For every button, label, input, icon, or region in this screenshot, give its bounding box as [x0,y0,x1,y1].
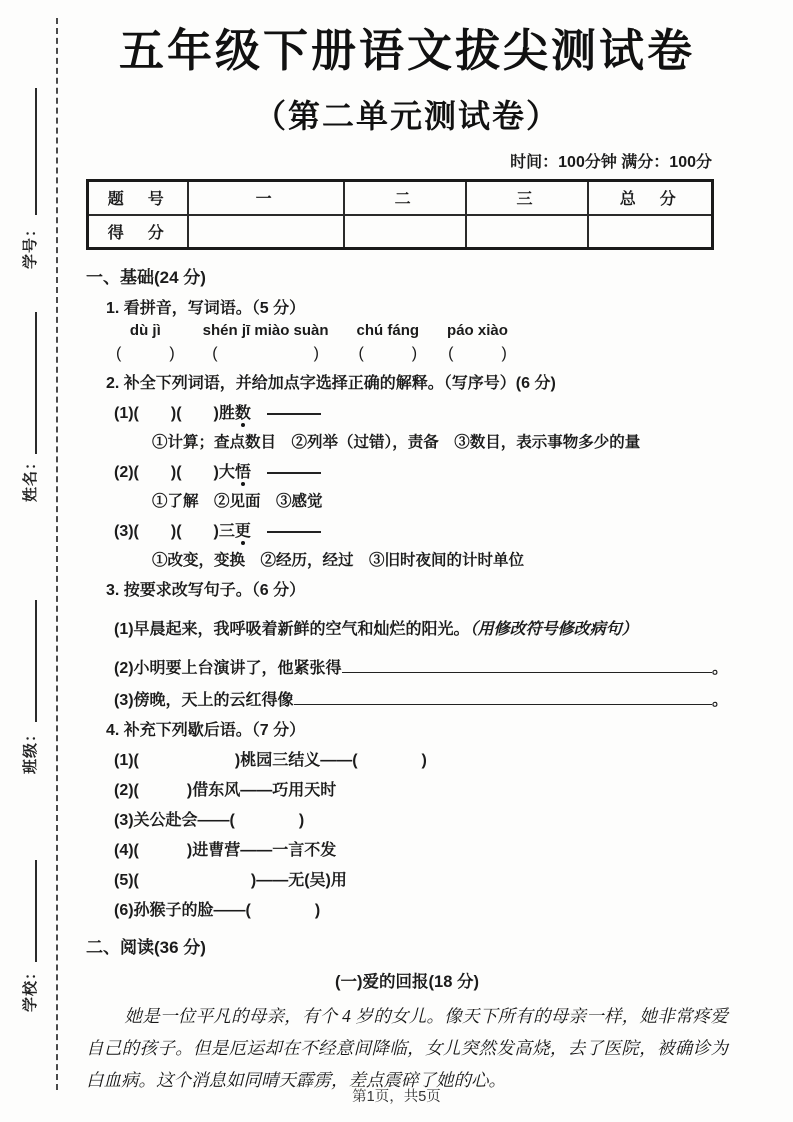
q3-item-2-tail: 。 [711,660,728,677]
question-2-heading: 2. 补全下列词语，并给加点字选择正确的解释。（写序号）(6 分) [106,375,556,392]
seal-dashed-line [56,18,58,1090]
q4-item-4: (4)( )进曹营——一言不发 [114,842,337,859]
page-subtitle: （第二单元测试卷） [253,98,560,134]
score-cell [188,215,344,249]
name-write-line [35,312,37,454]
answer-blank-line [342,655,712,673]
student-info-margin [0,0,46,1122]
score-table [86,179,714,250]
pinyin-text: chú fáng [356,322,420,339]
pinyin-word [447,322,508,363]
reading-passage-title: (一)爱的回报(18 分) [335,973,479,991]
answer-paren: ( ) [448,345,507,362]
q2-item-3-text: (3)( )( )三 [114,523,235,540]
section-1-heading: 一、基础(24 分) [86,268,206,287]
q3-item-3-text: (3)傍晚，天上的云红得像 [114,692,294,709]
pinyin-text: páo xiào [447,322,508,339]
section-2-heading: 二、阅读(36 分) [86,938,206,957]
score-row-label: 得 分 [88,215,188,249]
dotted-character: 悟 [235,459,251,482]
page-number-footer: 第1页，共5页 [352,1089,441,1105]
question-4-heading: 4. 补充下列歇后语。（7 分） [106,722,306,739]
q3-item-3 [114,687,728,710]
q3-item-1-note: （用修改符号修改病句） [469,621,638,638]
pinyin-word [357,322,420,363]
score-table-col-3: 三 [466,181,588,215]
answer-paren: ( ) [358,345,418,362]
reading-passage-paragraph: 她是一位平凡的母亲，有个 4 岁的女儿。像天下所有的母亲一样，她非常疼爱自己的孩子。但是厄运却在不经意间降临，女儿突然发高烧，去了医院，被确诊为白血病。这个消息如同晴天霹雳，差点震碎了她的心。 [86,1006,728,1090]
class-write-line [35,600,37,722]
name-label: 姓名： [22,453,39,502]
answer-blank-line [294,687,712,705]
answer-paren: ( ) [212,345,319,362]
score-table-corner: 题 号 [88,181,188,215]
school-write-line [35,860,37,962]
q3-item-2 [114,655,728,678]
q4-item-3: (3)关公赴会——( ) [114,812,305,829]
pinyin-row [116,322,728,363]
score-cell [344,215,466,249]
school-label: 学校： [22,963,39,1012]
q3-item-1 [114,616,728,639]
q2-item-3 [114,518,728,541]
question-1-heading: 1. 看拼音，写词语。（5 分） [106,300,306,317]
q4-item-2: (2)( )借东风——巧用天时 [114,782,337,799]
q2-item-2-text: (2)( )( )大 [114,464,235,481]
pinyin-text: shén jī miào suàn [202,322,329,339]
q4-item-5: (5)( )——无(吴)用 [114,872,347,889]
score-table-header-row [88,181,713,215]
dotted-character: 更 [235,518,251,541]
q4-item-1: (1)( )桃园三结义——( ) [114,752,427,769]
answer-blank [267,413,321,415]
q2-item-3-options: ①改变，变换 ②经历，经过 ③旧时夜间的计时单位 [152,552,525,569]
answer-blank [267,531,321,533]
pinyin-text: dù jì [129,322,161,339]
exam-content [86,14,728,1096]
score-cell [466,215,588,249]
score-cell [588,215,713,249]
q3-item-3-tail: 。 [711,692,728,709]
student-id-write-line [35,88,37,215]
question-3-heading: 3. 按要求改写句子。（6 分） [106,582,306,599]
time-score-meta: 时间：100分钟 满分：100分 [510,154,712,171]
score-table-score-row [88,215,713,249]
score-table-col-1: 一 [188,181,344,215]
dotted-character: 数 [235,400,251,423]
q2-item-1-options: ①计算；查点数目 ②列举（过错），责备 ③数目，表示事物多少的量 [152,434,641,451]
pinyin-word [203,322,329,363]
q2-item-1 [114,400,728,423]
class-label: 班级： [22,725,39,774]
student-id-label: 学号： [22,220,39,269]
score-table-col-total: 总 分 [588,181,713,215]
score-table-col-2: 二 [344,181,466,215]
q4-item-6: (6)孙猴子的脸——( ) [114,902,321,919]
page-title: 五年级下册语文拔尖测试卷 [118,26,695,76]
answer-blank [267,472,321,474]
q2-item-2 [114,459,728,482]
q3-item-2-text: (2)小明要上台演讲了，他紧张得 [114,660,342,677]
answer-paren: ( ) [116,345,175,362]
q2-item-2-options: ①了解 ②见面 ③感觉 [152,493,323,510]
q2-item-1-text: (1)( )( )胜 [114,405,235,422]
pinyin-word [116,322,175,363]
q3-item-1-text: (1)早晨起来，我呼吸着新鲜的空气和灿烂的阳光。 [114,621,470,638]
